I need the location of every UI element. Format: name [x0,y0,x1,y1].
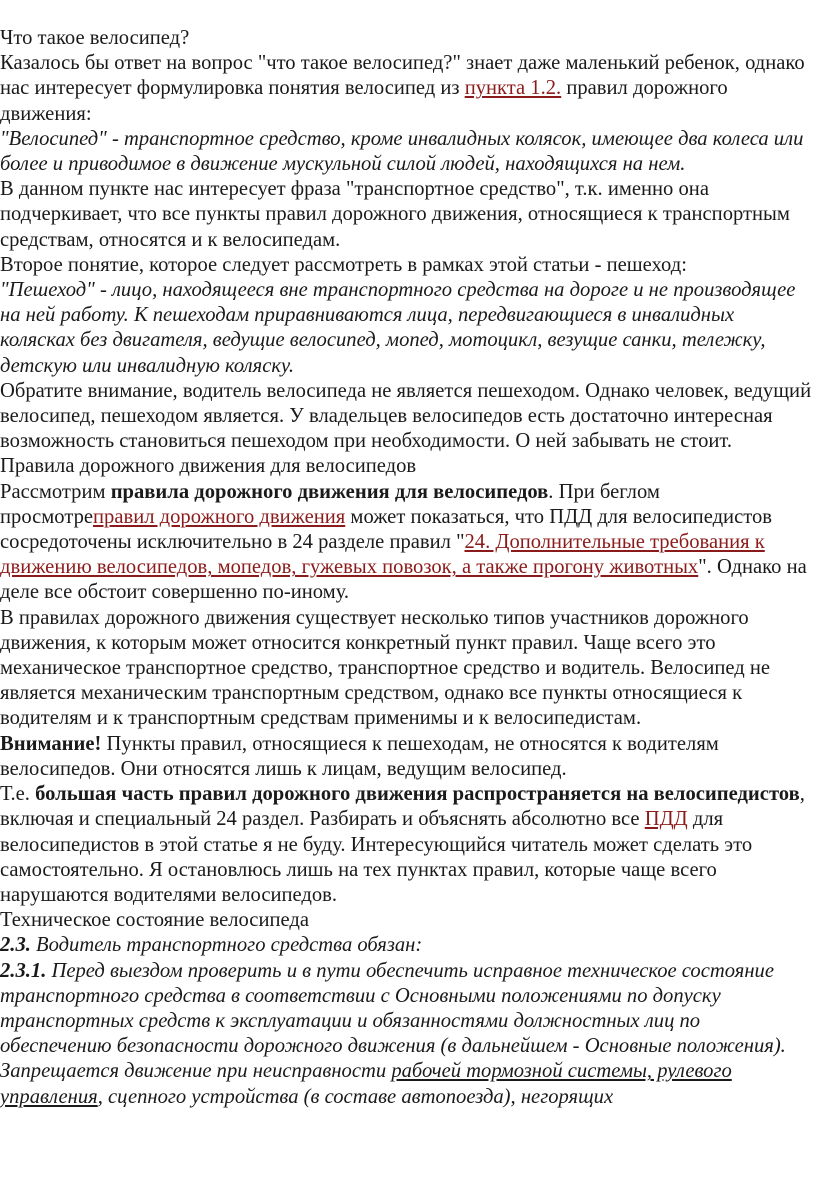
paragraph-ie [0,782,812,908]
ie-text-2: , включая и специальный 24 раздел. Разбирать и объяснять абсолютно все [0,783,805,831]
consider-bold: правила дорожного движения для велосипедов [110,480,549,503]
rule-2-3-text: Водитель транспортного средства обязан: [30,934,423,957]
paragraph-consider-rules [0,480,812,606]
paragraph-attention: Обратите внимание, водитель велосипеда не является пешеходом. Однако человек, ведущий велосипед, пешеходом является. У владельцев велосипедов есть достаточно интересная возможность становиться пешеходом при необходимости. О ней забывать не стоит. [0,379,812,453]
intro-paragraph [0,51,812,127]
document-page [0,26,812,1110]
link-pdd[interactable]: ПДД [644,808,688,831]
definition-bicycle: "Велосипед" - транспортное средство, кроме инвалидных колясок, имеющее два колеса или более и приводимое в движение мускульной силой людей, находящихся на нем. [0,127,804,176]
intro-text-1: Казалось бы ответ на вопрос "что такое велосипед?" знает даже маленький ребенок, однако нас интересует формулировка понятия велосипед из [0,52,805,100]
paragraph-participant-types: В правилах дорожного движения существует несколько типов участников дорожного движения, к которым может относится конкретный пункт правил. Чаще всего это механическое транспортное средство, транспортное средство и водитель. Велосипед не является механическим транспортным средством, однако все пункты относящиеся к водителям и к транспортным средствам применимы и к велосипедистам. [0,606,771,730]
paragraph-vehicle-phrase: В данном пункте нас интересует фраза "транспортное средство", т.к. именно она подчеркивает, что все пункты правил дорожного движения, относящиеся к транспортным средствам, относятся и к велосипедам. [0,178,790,251]
rule-2-3 [0,933,812,958]
rule-2-3-number: 2.3. [0,934,31,957]
note-text: Пункты правил, относящиеся к пешеходам, не относятся к водителям велосипедов. Они относятся лишь к лицам, ведущим велосипед. [0,732,719,780]
title-what-is-bicycle: Что такое велосипед? [0,27,190,49]
rule-2-3-1 [0,959,812,1060]
link-traffic-rules[interactable]: правил дорожного движения [93,505,346,528]
prohibited-text-1: Запрещается движение при неисправности [0,1060,392,1083]
ie-bold: большая часть правил дорожного движения распространяется на велосипедистов [35,783,800,806]
consider-text-1: Рассмотрим [0,480,111,503]
definition-pedestrian: "Пешеход" - лицо, находящееся вне транспортного средства на дороге и не производящее на ней работу. К пешеходам приравниваются лица, передвигающиеся в инвалидных колясках без двигателя, ведущие велосипед, мопед, мотоцикл, везущие санки, тележку, детскую или инвалидную коляску. [0,279,796,377]
ie-text-3: для велосипедистов в этой статье я не буду. Интересующийся читатель может сделать это самостоятельно. Я остановлюсь лишь на тех пунктах правил, которые чаще всего нарушаются водителями велосипедов. [0,808,753,906]
link-section-24[interactable]: 24. Дополнительные требования к движению велосипедов, мопедов, гужевых повозок, а также прогону животных [0,531,765,579]
consider-text-4: ". Однако на деле все обстоит совершенно по-иному. [0,556,807,604]
intro-text-2: правил дорожного движения: [0,77,728,125]
consider-text-2: . При беглом просмотре [0,480,660,528]
consider-text-3: может показаться, что ПДД для велосипедистов сосредоточены исключительно в 24 разделе правил " [0,505,772,554]
prohibited-text-2: , сцепного устройства (в составе автопоезда), негорящих [97,1085,614,1108]
paragraph-prohibited [0,1059,812,1109]
rule-2-3-1-text: Перед выездом проверить и в пути обеспечить исправное техническое состояние транспортного средства в соответствии с Основными положениями по допуску транспортных средств к эксплуатации и обязанностями должностных лиц по обеспечению безопасности дорожного движения (в дальнейшем - Основные положения). [0,959,786,1058]
heading-technical-condition: Техническое состояние велосипеда [0,909,309,932]
rule-2-3-1-number: 2.3.1. [0,959,47,982]
link-point-1-2[interactable]: пункта 1.2. [464,77,562,100]
paragraph-note [0,732,812,782]
heading-rules-for-bicycles: Правила дорожного движения для велосипедов [0,455,417,478]
paragraph-second-concept: Второе понятие, которое следует рассмотреть в рамках этой статьи - пешеход: [0,253,687,276]
ie-text-1: Т.е. [0,783,36,806]
prohibited-underlined: рабочей тормозной системы, рулевого управления [0,1060,732,1108]
note-bold: Внимание! [0,732,102,755]
